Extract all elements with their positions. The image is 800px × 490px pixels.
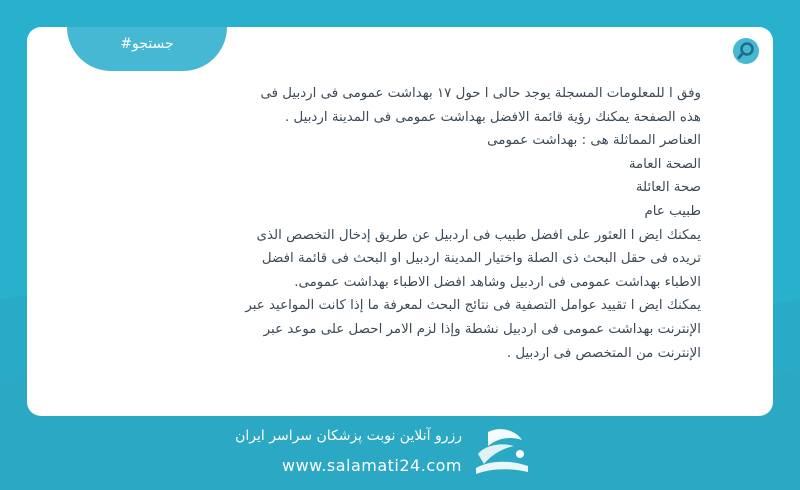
footer-url-link[interactable]: www.salamati24.com bbox=[282, 456, 462, 475]
paragraph-intro: وفق ا للمعلومات المسجلة يوجد حالی ا حول ١٧ بهداشت عمومی فی اردبیل فی هذه الصفحة یمكنك رؤیة قائمة الافضل بهداشت عمومی فی المدینة اردبیل . bbox=[260, 86, 701, 125]
paragraph-similar: العناصر المماثلة هی : بهداشت عمومی bbox=[487, 133, 701, 149]
similar-item: طبیب عام bbox=[644, 203, 701, 219]
footer-tagline: رزرو آنلاین نوبت پزشکان سراسر ایران bbox=[235, 428, 462, 444]
hashtag-label: #جستجو bbox=[120, 36, 174, 52]
search-icon bbox=[733, 38, 759, 64]
content-card bbox=[27, 27, 773, 416]
paragraph-filter-help: یمكنك ایض ا تقیید عوامل التصفیة فی نتائج البحث لمعرفة ما إذا كانت المواعید عبر الإنترنت بهداشت عمومی فی اردبیل نشطة وإذا لزم الامر احصل علی موعد عبر الإنترنت من المتخصص فی اردبیل . bbox=[245, 298, 701, 361]
hashtag-tab[interactable] bbox=[67, 27, 227, 71]
salamati-logo-icon bbox=[470, 424, 534, 480]
description-text bbox=[241, 82, 701, 365]
similar-item: صحة العائلة bbox=[635, 180, 701, 196]
paragraph-search-help: یمكنك ایض ا العثور علی افضل طبیب فی اردبیل عن طریق إدخال التخصص الذی تریده فی حقل البحث ذی الصلة واختیار المدینة اردبیل او البحث فی قائمة افضل الاطباء بهداشت عمومی فی اردبیل وشاهد افضل الاطباء بهداشت عمومی. bbox=[256, 227, 701, 290]
similar-item: الصحة العامة bbox=[628, 156, 701, 172]
search-button[interactable] bbox=[733, 38, 759, 64]
